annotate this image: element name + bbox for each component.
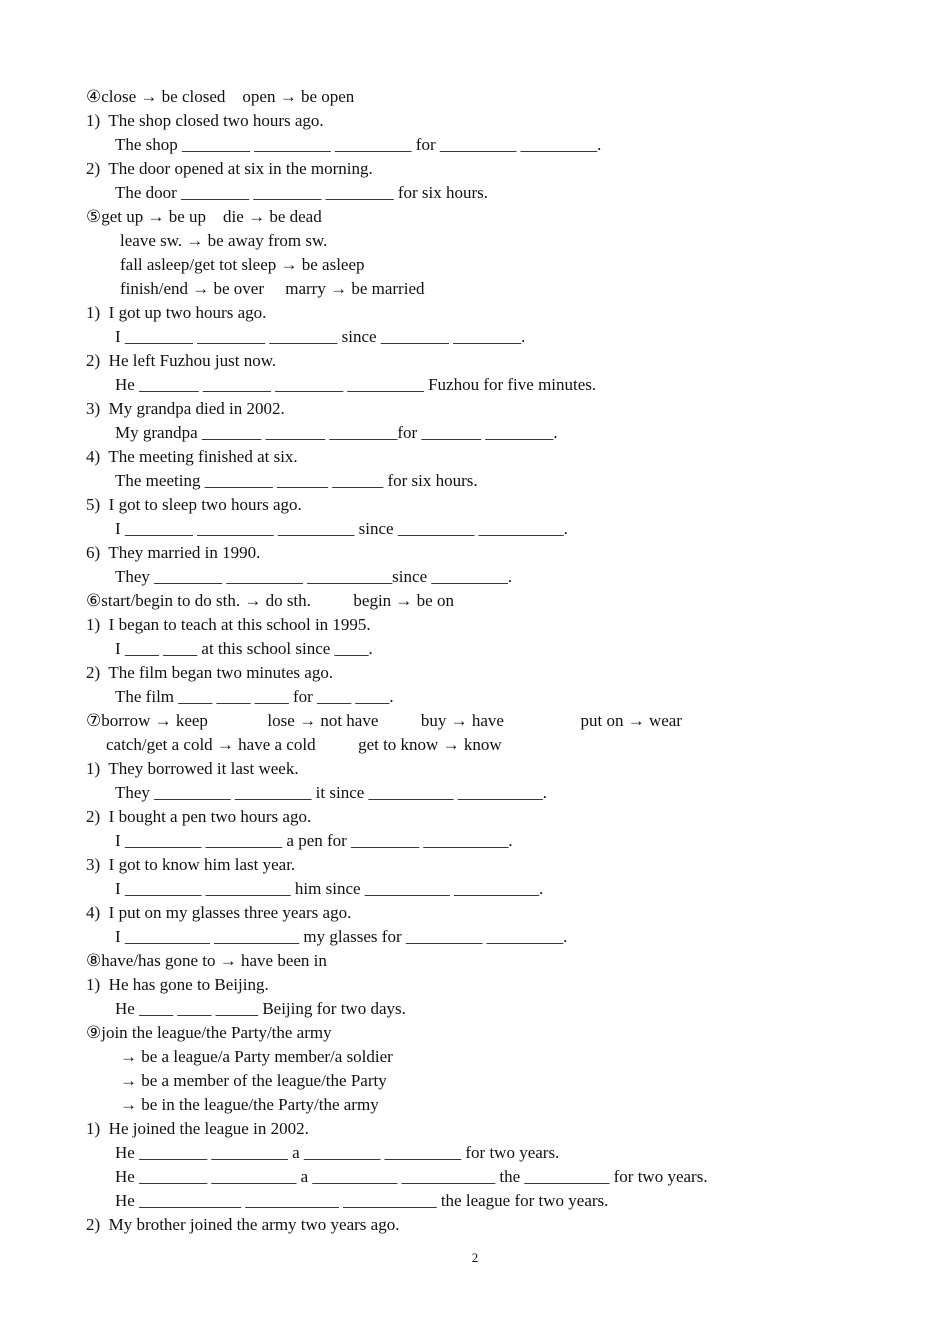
exercise-answer-line: I _________ _________ a pen for ________ __________. — [115, 831, 513, 850]
exercise-answer-line: The film ____ ____ ____ for ____ ____. — [115, 687, 394, 706]
exercise-answer-line: My grandpa _______ _______ ________for _______ ________. — [115, 423, 558, 442]
exercise-answer-line: They ________ _________ __________since _________. — [115, 567, 513, 586]
exercise-answer-line: I _________ __________ him since __________ __________. — [115, 879, 544, 898]
section-8-heading: ⑧have/has gone to → have been in — [86, 951, 327, 970]
section-7-heading: ⑦borrow → keep lose → not have buy → have put on → wear — [86, 711, 682, 730]
section-9-heading: ⑨join the league/the Party/the army — [86, 1023, 332, 1042]
rule-line: catch/get a cold → have a cold get to know → know — [106, 735, 502, 754]
exercise-answer-line: I ________ ________ ________ since ________ ________. — [115, 327, 526, 346]
exercise-answer-line: The meeting ________ ______ ______ for six hours. — [115, 471, 478, 490]
exercise-prompt: 2) I bought a pen two hours ago. — [86, 807, 312, 826]
rule-line: fall asleep/get tot sleep → be asleep — [120, 255, 365, 274]
exercise-prompt: 5) I got to sleep two hours ago. — [86, 495, 302, 514]
exercise-prompt: 1) He has gone to Beijing. — [86, 975, 269, 994]
exercise-prompt: 3) I got to know him last year. — [86, 855, 296, 874]
rule-line: → be in the league/the Party/the army — [120, 1095, 379, 1114]
exercise-answer-line: The shop ________ _________ _________ for _________ _________. — [115, 135, 602, 154]
exercise-prompt: 2) My brother joined the army two years ago. — [86, 1215, 400, 1234]
exercise-prompt: 1) They borrowed it last week. — [86, 759, 299, 778]
exercise-prompt: 4) I put on my glasses three years ago. — [86, 903, 352, 922]
exercise-answer-line: I __________ __________ my glasses for _________ _________. — [115, 927, 568, 946]
section-4-heading: ④close → be closed open → be open — [86, 87, 355, 106]
exercise-prompt: 1) He joined the league in 2002. — [86, 1119, 309, 1138]
exercise-answer-line: They _________ _________ it since __________ __________. — [115, 783, 548, 802]
exercise-prompt: 2) The film began two minutes ago. — [86, 663, 334, 682]
exercise-prompt: 3) My grandpa died in 2002. — [86, 399, 285, 418]
exercise-answer-line: The door ________ ________ ________ for six hours. — [115, 183, 489, 202]
rule-line: finish/end → be over marry → be married — [120, 279, 425, 298]
rule-line: → be a member of the league/the Party — [120, 1071, 387, 1090]
exercise-prompt: 2) The door opened at six in the morning. — [86, 159, 373, 178]
rule-line: leave sw. → be away from sw. — [120, 231, 328, 250]
exercise-answer-line: He ____________ ___________ ___________ the league for two years. — [115, 1191, 609, 1210]
exercise-prompt: 2) He left Fuzhou just now. — [86, 351, 277, 370]
section-5-heading: ⑤get up → be up die → be dead — [86, 207, 322, 226]
exercise-answer-line: He ________ __________ a __________ ___________ the __________ for two years. — [115, 1167, 708, 1186]
exercise-prompt: 1) I began to teach at this school in 1995. — [86, 615, 371, 634]
exercise-answer-line: I ____ ____ at this school since ____. — [115, 639, 373, 658]
exercise-answer-line: He ________ _________ a _________ _________ for two years. — [115, 1143, 560, 1162]
exercise-prompt: 1) The shop closed two hours ago. — [86, 111, 324, 130]
exercise-prompt: 6) They married in 1990. — [86, 543, 261, 562]
rule-line: → be a league/a Party member/a soldier — [120, 1047, 393, 1066]
exercise-prompt: 1) I got up two hours ago. — [86, 303, 267, 322]
exercise-answer-line: I ________ _________ _________ since _________ __________. — [115, 519, 568, 538]
exercise-answer-line: He ____ ____ _____ Beijing for two days. — [115, 999, 406, 1018]
exercise-answer-line: He _______ ________ ________ _________ Fuzhou for five minutes. — [115, 375, 597, 394]
page-number: 2 — [471, 1250, 479, 1265]
section-6-heading: ⑥start/begin to do sth. → do sth. begin → be on — [86, 591, 454, 610]
exercise-prompt: 4) The meeting finished at six. — [86, 447, 298, 466]
